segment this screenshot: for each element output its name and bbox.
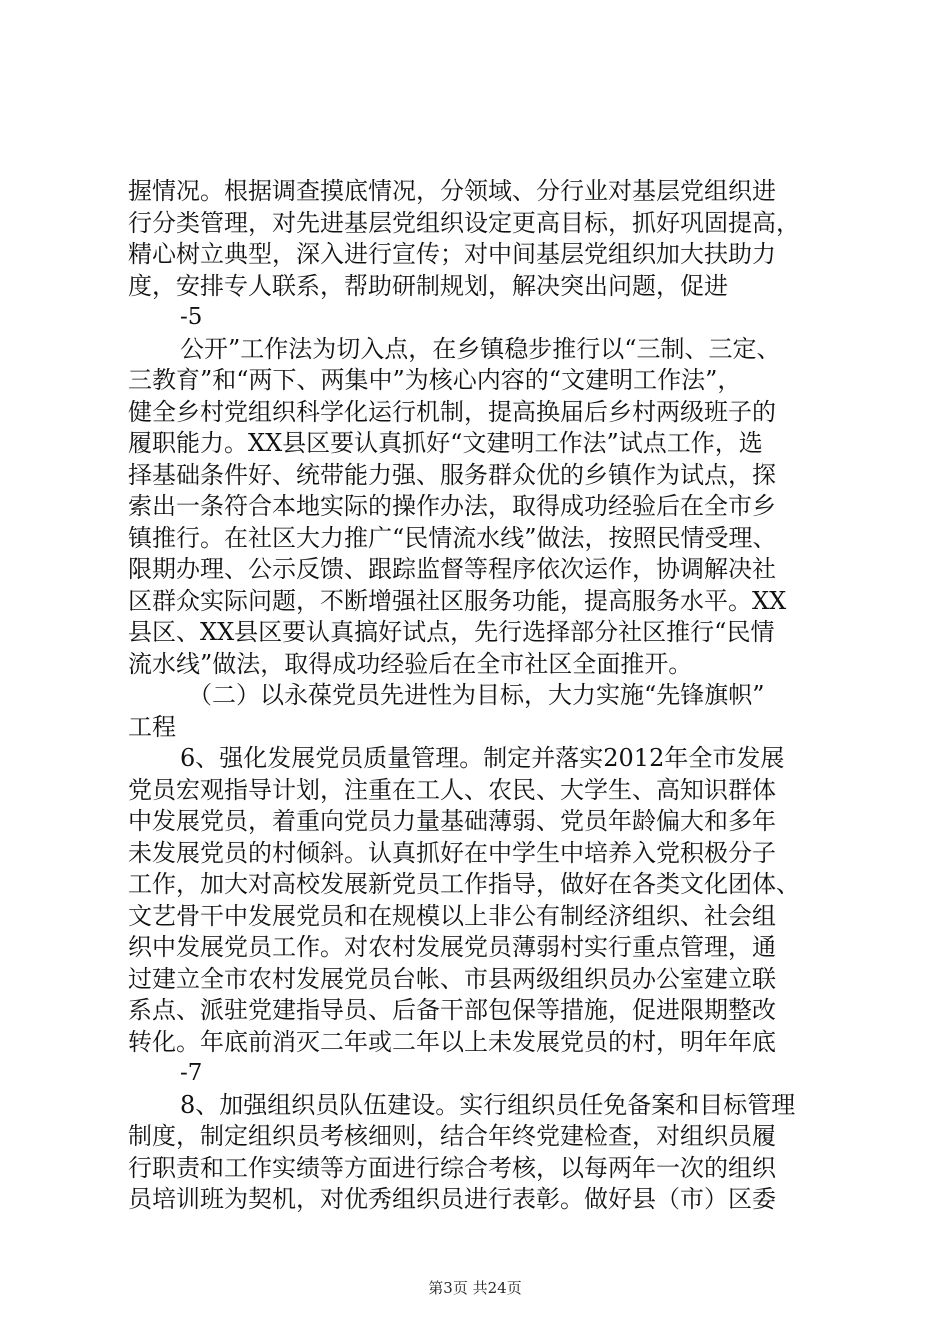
- text-line: 镇推行。在社区大力推广“民情流水线”做法，按照民情受理、: [128, 523, 777, 552]
- text-line: 限期办理、公示反馈、跟踪监督等程序依次运作，协调解决社: [128, 555, 776, 583]
- text-line: 转化。年底前消灭二年或二年以上未发展党员的村，明年年底: [128, 1027, 776, 1056]
- document-body: [128, 176, 828, 1216]
- text-line: 制度，制定组织员考核细则，结合年终党建检查，对组织员履: [128, 1122, 776, 1150]
- text-line: 度，安排专人联系，帮助研制规划，解决突出问题，促进: [128, 271, 728, 300]
- text-line: 履职能力。XX县区要认真抓好“文建明工作法”试点工作，选: [128, 429, 763, 457]
- text-line: 精心树立典型，深入进行宣传；对中间基层党组织加大扶助力: [128, 240, 776, 268]
- text-line: 健全乡村党组织科学化运行机制，提高换届后乡村两级班子的: [128, 397, 776, 426]
- text-line: 8、加强组织员队伍建设。实行组织员任免备案和目标管理: [180, 1090, 796, 1119]
- text-line: 工作，加大对高校发展新党员工作指导，做好在各类文化团体、: [128, 870, 800, 898]
- text-line: 索出一条符合本地实际的操作办法，取得成功经验后在全市乡: [128, 492, 776, 520]
- text-line: 流水线”做法，取得成功经验后在全市社区全面推开。: [128, 649, 693, 678]
- text-line: 未发展党员的村倾斜。认真抓好在中学生中培养入党积极分子: [128, 838, 776, 867]
- text-line: 握情况。根据调查摸底情况，分领域、分行业对基层党组织进: [128, 177, 776, 205]
- text-line: 行分类管理，对先进基层党组织设定更高目标，抓好巩固提高，: [128, 208, 800, 237]
- text-line: 中发展党员，着重向党员力量基础薄弱、党员年龄偏大和多年: [128, 807, 776, 835]
- text-line: 系点、派驻党建指导员、后备干部包保等措施，促进限期整改: [128, 996, 776, 1024]
- text-line: 过建立全市农村发展党员台帐、市县两级组织员办公室建立联: [128, 964, 776, 993]
- text-line: 织中发展党员工作。对农村发展党员薄弱村实行重点管理，通: [128, 933, 776, 961]
- text-line: 6、强化发展党员质量管理。制定并落实2012年全市发展: [180, 744, 785, 772]
- text-line: 员培训班为契机，对优秀组织员进行表彰。做好县（市）区委: [128, 1185, 776, 1213]
- section-marker: -7: [180, 1060, 203, 1086]
- page-number-footer: 第3页 共24页: [428, 1279, 522, 1297]
- text-line: 择基础条件好、统带能力强、服务群众优的乡镇作为试点，探: [128, 460, 776, 489]
- text-line: 文艺骨干中发展党员和在规模以上非公有制经济组织、社会组: [128, 901, 776, 930]
- subheading: （二）以永葆党员先进性为目标，大力实施“先锋旗帜”: [188, 681, 765, 709]
- text-line: 区群众实际问题，不断增强社区服务功能，提高服务水平。XX: [128, 586, 787, 615]
- subheading-continuation: 工程: [128, 712, 176, 741]
- text-line: 三教育”和“两下、两集中”为核心内容的“文建明工作法”，: [128, 366, 742, 394]
- text-line: 行职责和工作实绩等方面进行综合考核，以每两年一次的组织: [128, 1153, 776, 1182]
- text-line: 公开”工作法为切入点，在乡镇稳步推行以“三制、三定、: [180, 334, 781, 363]
- section-marker: -5: [180, 304, 203, 330]
- text-line: 党员宏观指导计划，注重在工人、农民、大学生、高知识群体: [128, 775, 776, 804]
- text-line: 县区、XX县区要认真搞好试点，先行选择部分社区推行“民情: [128, 618, 775, 646]
